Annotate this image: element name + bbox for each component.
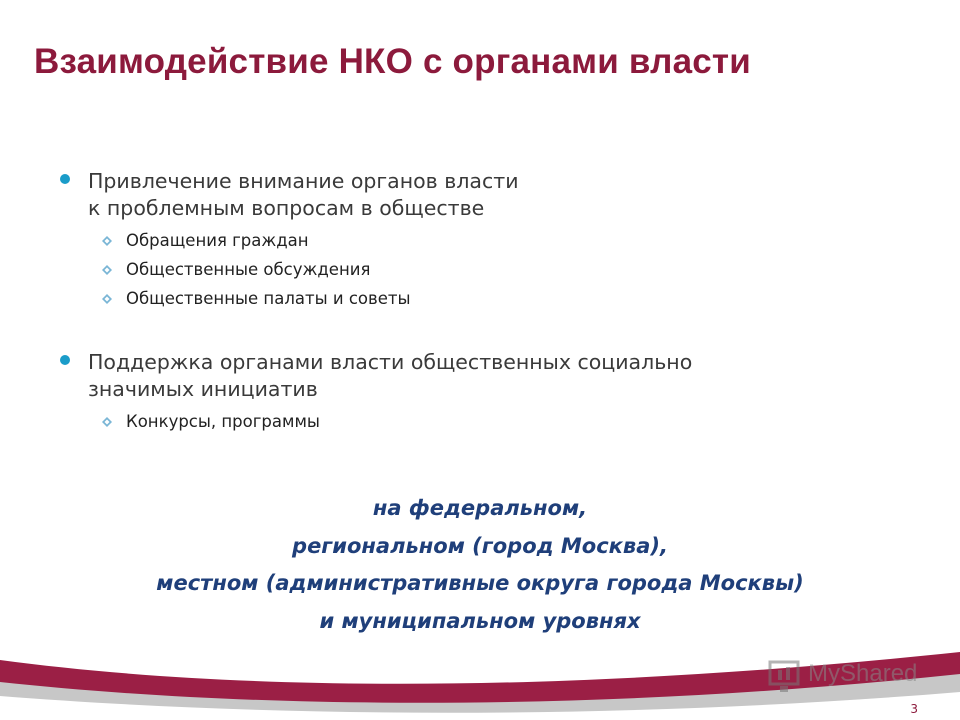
bullet-text-line: значимых инициатив [88,377,318,401]
slide-title: Взаимодействие НКО с органами власти [34,42,751,81]
diamond-bullet-icon [102,236,112,246]
sub-bullet-text: Обращения граждан [126,231,309,250]
bullet-dot-icon [60,174,70,184]
levels-line: региональном (город Москва), [292,533,668,558]
sub-bullet-text: Общественные палаты и советы [126,289,411,308]
levels-text [0,490,960,640]
levels-line: и муниципальном уровнях [319,608,641,633]
bullet-dot-icon [60,355,70,365]
myshared-logo-icon [766,656,806,696]
page-number: 3 [910,702,918,716]
watermark-text: MyShared [808,660,918,687]
diamond-bullet-icon [102,294,112,304]
diamond-bullet-icon [102,265,112,275]
sub-bullet-list [88,407,860,436]
sub-bullet-item [88,226,860,255]
sub-bullet-text: Общественные обсуждения [126,260,371,279]
bullet-item [60,168,860,313]
levels-line: на федеральном, [372,496,588,520]
bullet-text-line: к проблемным вопросам в обществе [88,196,485,220]
sub-bullet-item [88,407,860,436]
sub-bullet-list [88,226,860,313]
bullet-list [60,168,860,436]
levels-line: местном (административные округа города Москвы) [156,571,804,595]
bullet-text-line: Привлечение внимание органов власти [88,169,519,193]
bullet-text-line: Поддержка органами власти общественных социально [88,350,693,374]
sub-bullet-item [88,284,860,313]
diamond-bullet-icon [102,417,112,427]
bullet-item [60,349,860,436]
sub-bullet-item [88,255,860,284]
sub-bullet-text: Конкурсы, программы [126,412,320,431]
